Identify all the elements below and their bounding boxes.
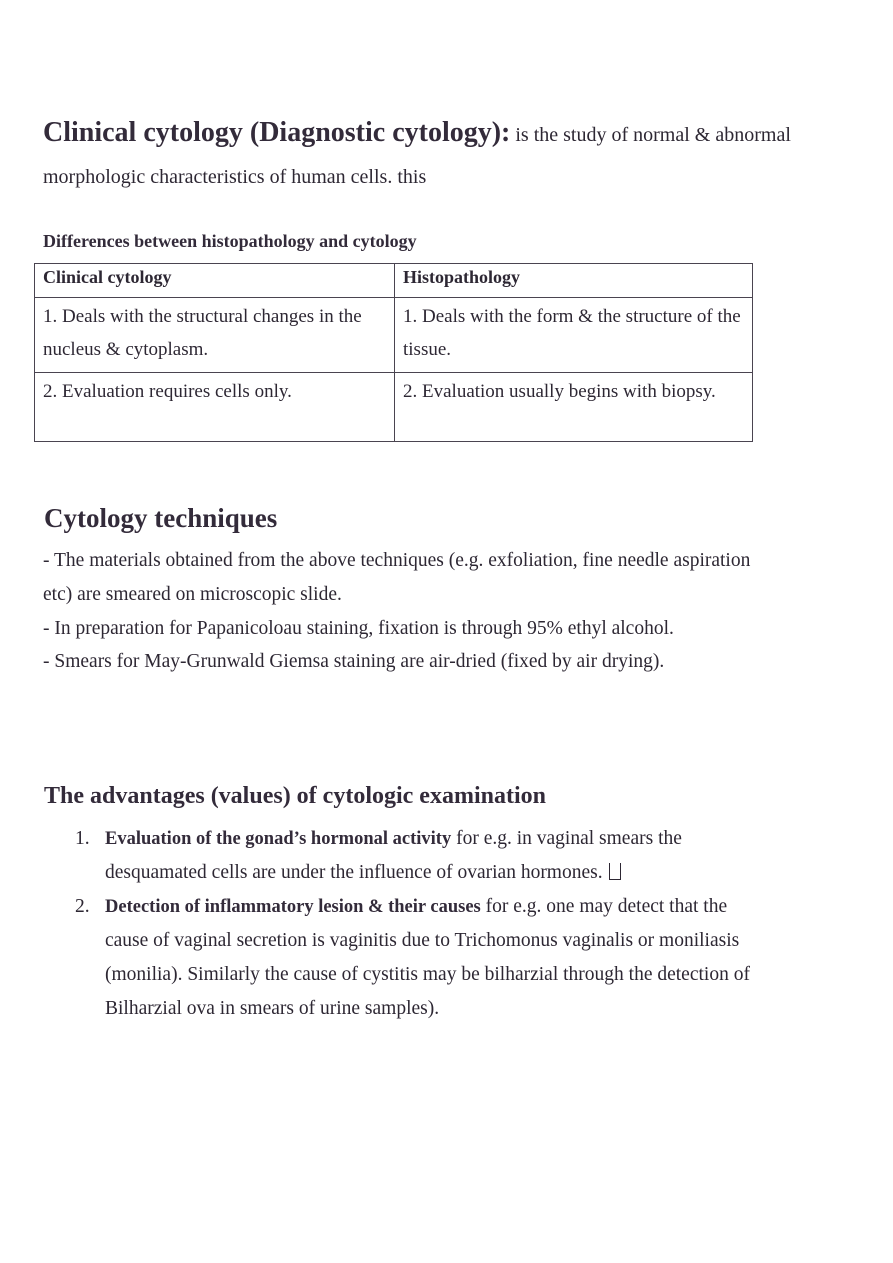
techniques-paragraph: - Smears for May-Grunwald Giemsa staining are air-dried (fixed by air drying). bbox=[43, 651, 665, 673]
column-header-clinical-cytology: Clinical cytology bbox=[35, 264, 395, 298]
citation-box-icon bbox=[609, 863, 621, 880]
differences-table bbox=[34, 263, 753, 442]
techniques-paragraph: - The materials obtained from the above techniques (e.g. exfoliation, fine needle aspiration etc) are smeared on microscopic slide. bbox=[43, 550, 751, 605]
table-caption: Differences between histopathology and cytology bbox=[43, 231, 417, 251]
table-row bbox=[35, 373, 753, 442]
column-header-histopathology: Histopathology bbox=[395, 264, 753, 298]
list-item-text: for e.g. one may detect that the cause of vaginal secretion is vaginitis due to Trichomonus vaginalis or moniliasis (monilia). Similarly the cause of cystitis may be bilharzial through the detection of Bilharzial ova in smears of urine samples). bbox=[105, 896, 750, 1019]
table-cell: 1. Deals with the form & the structure of the tissue. bbox=[395, 298, 753, 373]
list-item-title: Evaluation of the gonad’s hormonal activity bbox=[105, 829, 452, 849]
techniques-paragraph: - In preparation for Papanicoloau staining, fixation is through 95% ethyl alcohol. bbox=[43, 617, 674, 639]
table-cell: 2. Evaluation requires cells only. bbox=[35, 373, 395, 442]
table-cell: 2. Evaluation usually begins with biopsy. bbox=[395, 373, 753, 442]
list-item-text: for e.g. in vaginal smears the desquamated cells are under the influence of ovarian hormones. bbox=[105, 828, 682, 883]
techniques-heading: Cytology techniques bbox=[44, 503, 278, 533]
table-row bbox=[35, 298, 753, 373]
list-item bbox=[70, 822, 760, 890]
list-item-number: 2. bbox=[75, 896, 90, 917]
list-item-title: Detection of inflammatory lesion & their causes bbox=[105, 897, 481, 917]
intro-term: Clinical cytology (Diagnostic cytology): bbox=[43, 117, 511, 148]
list-item-number: 1. bbox=[75, 828, 90, 849]
table-cell: 1. Deals with the structural changes in the nucleus & cytoplasm. bbox=[35, 298, 395, 373]
advantages-list bbox=[70, 822, 760, 1026]
list-item bbox=[70, 890, 760, 1026]
intro-paragraph bbox=[43, 112, 803, 198]
table-header-row bbox=[35, 264, 753, 298]
advantages-heading: The advantages (values) of cytologic examination bbox=[44, 783, 546, 809]
techniques-body bbox=[43, 544, 773, 679]
intro-definition: is the study of normal & abnormal morphologic characteristics of human cells. this bbox=[43, 124, 791, 188]
